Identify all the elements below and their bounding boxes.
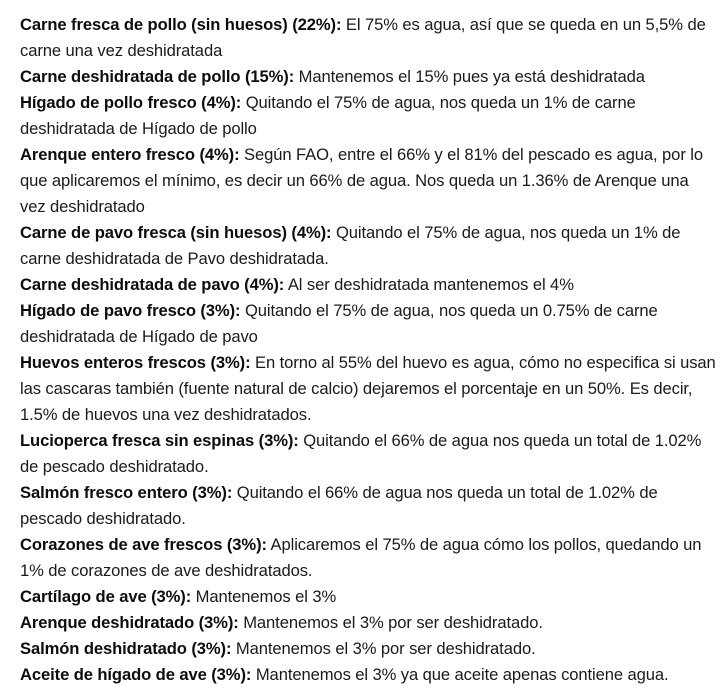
entry-chicken-fresh	[20, 12, 716, 64]
entry-description: Quitando el 75% de agua, nos queda un 1% de carne deshidratada de Pavo deshidratada.	[20, 223, 681, 268]
entry-description: Según FAO, entre el 66% y el 81% del pescado es agua, por lo que aplicaremos el mínimo, es decir un 66% de agua. Nos queda un 1.36% de Arenque una vez deshidratado	[20, 145, 703, 216]
entry-poultry-cartilage	[20, 584, 716, 610]
entry-description: Mantenemos el 3% por ser deshidratado.	[238, 613, 543, 632]
entry-description: Mantenemos el 3%	[191, 587, 337, 606]
entry-description: Quitando el 66% de agua nos queda un total de 1.02% de pescado deshidratado.	[20, 483, 658, 528]
entry-term: Cartílago de ave (3%):	[20, 587, 192, 606]
entry-pikeperch	[20, 428, 716, 480]
entry-term: Salmón deshidratado (3%):	[20, 639, 232, 658]
entry-term: Arenque deshidratado (3%):	[20, 613, 239, 632]
entry-description: Mantenemos el 3% ya que aceite apenas contiene agua.	[251, 665, 669, 684]
entry-description: El 75% es agua, así que se queda en un 5,5% de carne una vez deshidratada	[20, 15, 706, 60]
entry-herring-dehydrated	[20, 610, 716, 636]
entry-chicken-liver	[20, 90, 716, 142]
entry-eggs	[20, 350, 716, 428]
entry-term: Salmón fresco entero (3%):	[20, 483, 233, 502]
entry-term: Huevos enteros frescos (3%):	[20, 353, 251, 372]
entry-term: Carne de pavo fresca (sin huesos) (4%):	[20, 223, 332, 242]
entry-description: Mantenemos el 3% por ser deshidratado.	[231, 639, 536, 658]
entry-herring-fresh	[20, 142, 716, 220]
entry-term: Corazones de ave frescos (3%):	[20, 535, 267, 554]
entry-salmon-fresh	[20, 480, 716, 532]
entry-turkey-dehydrated	[20, 272, 716, 298]
entry-term: Hígado de pollo fresco (4%):	[20, 93, 242, 112]
entry-term: Arenque entero fresco (4%):	[20, 145, 240, 164]
entry-description: Aplicaremos el 75% de agua cómo los pollos, quedando un 1% de corazones de ave deshidratados.	[20, 535, 702, 580]
entry-description: Mantenemos el 15% pues ya está deshidratada	[294, 67, 645, 86]
entry-turkey-liver	[20, 298, 716, 350]
entry-poultry-liver-oil	[20, 662, 716, 688]
entry-term: Carne deshidratada de pollo (15%):	[20, 67, 295, 86]
entry-description: En torno al 55% del huevo es agua, cómo no especifica si usan las cascaras también (fuente natural de calcio) dejaremos el porcentaje en un 50%. Es decir, 1.5% de huevos una vez deshidratados.	[20, 353, 716, 424]
entry-term: Carne deshidratada de pavo (4%):	[20, 275, 285, 294]
entry-term: Carne fresca de pollo (sin huesos) (22%):	[20, 15, 342, 34]
entry-chicken-dehydrated	[20, 64, 716, 90]
entry-description: Quitando el 75% de agua, nos queda un 1% de carne deshidratada de Hígado de pollo	[20, 93, 636, 138]
entry-term: Hígado de pavo fresco (3%):	[20, 301, 241, 320]
entry-description: Quitando el 75% de agua, nos queda un 0.75% de carne deshidratada de Hígado de pavo	[20, 301, 658, 346]
entry-salmon-dehydrated	[20, 636, 716, 662]
entry-turkey-fresh	[20, 220, 716, 272]
entry-poultry-hearts	[20, 532, 716, 584]
entry-term: Aceite de hígado de ave (3%):	[20, 665, 252, 684]
entry-description: Quitando el 66% de agua nos queda un total de 1.02% de pescado deshidratado.	[20, 431, 702, 476]
entry-description: Al ser deshidratada mantenemos el 4%	[284, 275, 574, 294]
entry-term: Lucioperca fresca sin espinas (3%):	[20, 431, 299, 450]
